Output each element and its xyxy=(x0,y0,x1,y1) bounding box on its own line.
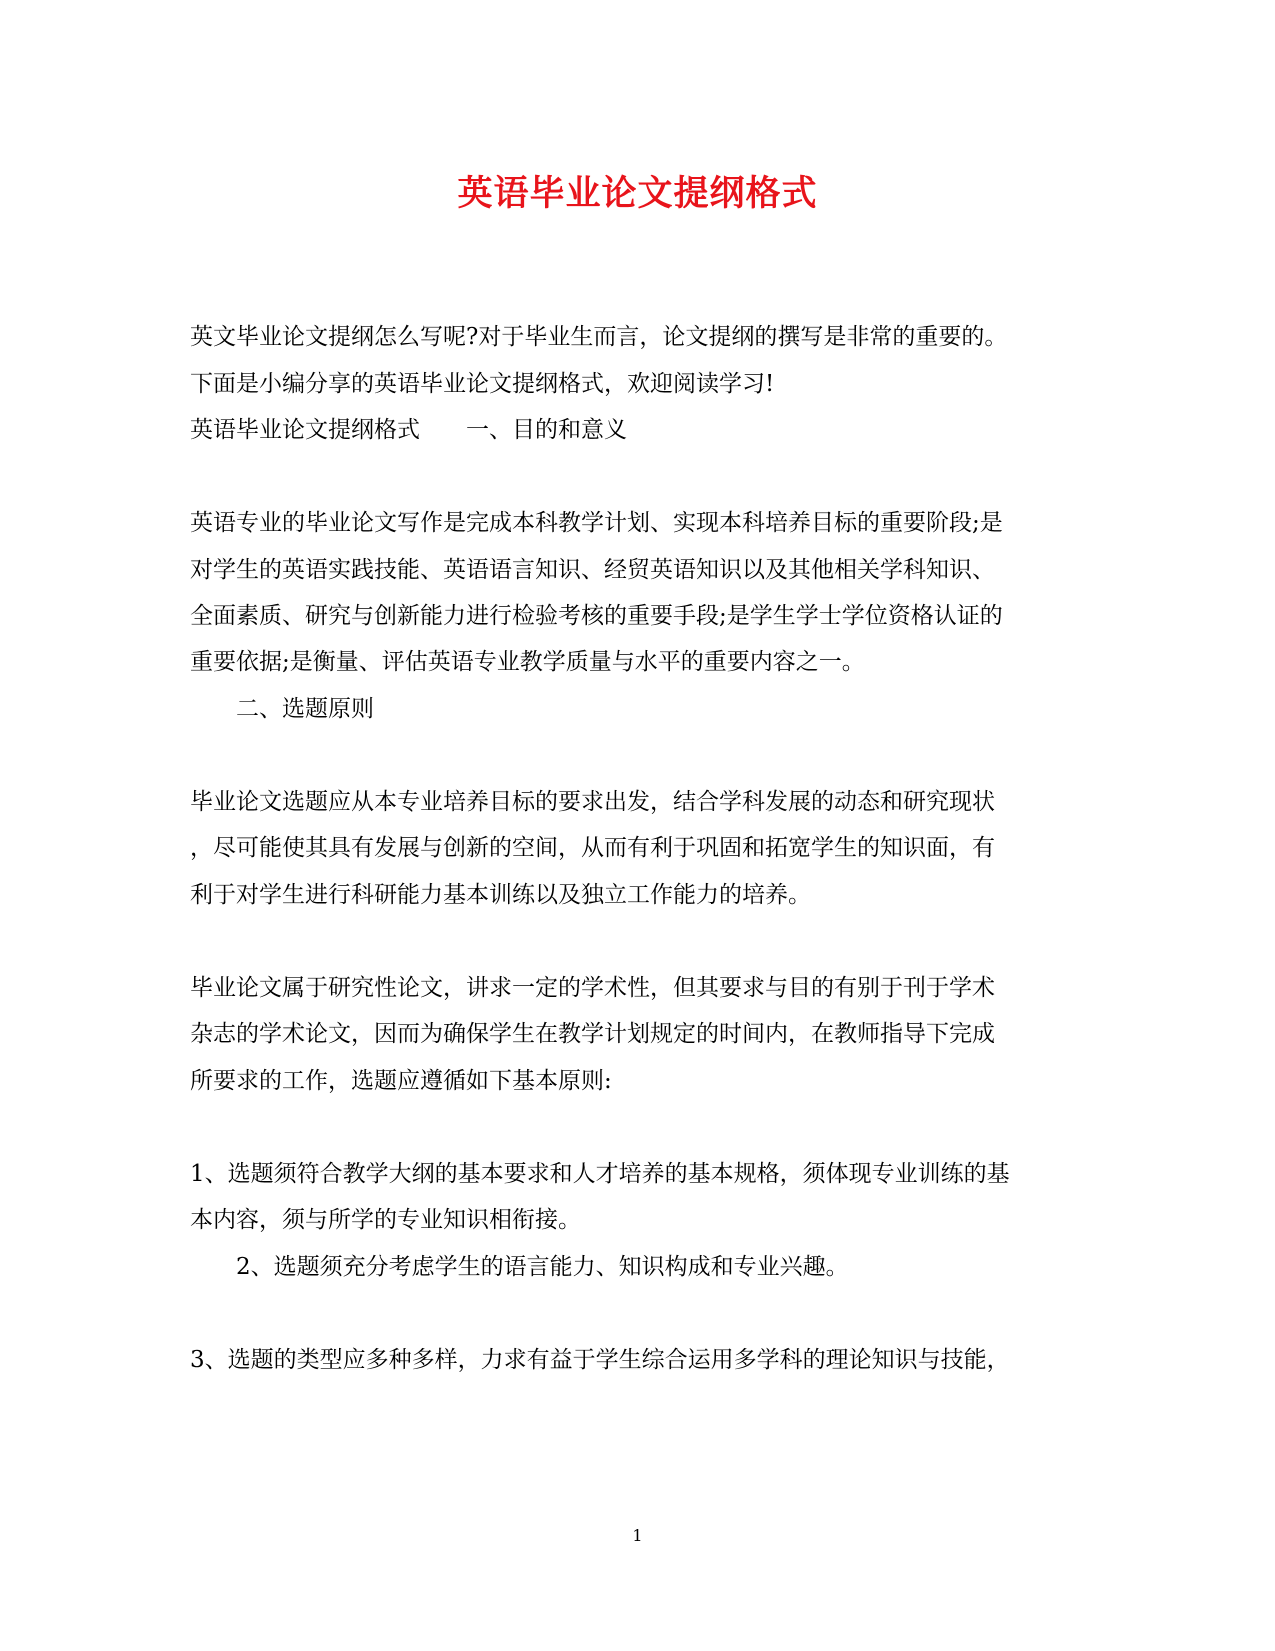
paragraph-line: 英语毕业论文提纲格式 一、目的和意义 xyxy=(190,417,627,443)
paragraph-line: 毕业论文属于研究性论文，讲求一定的学术性，但其要求与目的有别于刊于学术 xyxy=(190,975,995,1001)
list-item-line: 本内容，须与所学的专业知识相衔接。 xyxy=(190,1207,581,1233)
page-number: 1 xyxy=(632,1526,643,1545)
paragraph-line: 毕业论文选题应从本专业培养目标的要求出发，结合学科发展的动态和研究现状 xyxy=(190,789,995,815)
list-item-line: 1、选题须符合教学大纲的基本要求和人才培养的基本规格，须体现专业训练的基 xyxy=(190,1161,1010,1187)
paragraph-line: 对学生的英语实践技能、英语语言知识、经贸英语知识以及其他相关学科知识、 xyxy=(190,557,995,583)
paragraph-line: 所要求的工作，选题应遵循如下基本原则: xyxy=(190,1068,612,1094)
list-item-line: 3、选题的类型应多种多样，力求有益于学生综合运用多学科的理论知识与技能， xyxy=(190,1347,1010,1373)
list-item-line: 2、选题须充分考虑学生的语言能力、知识构成和专业兴趣。 xyxy=(190,1254,849,1280)
document-title: 英语毕业论文提纲格式 xyxy=(457,173,818,214)
paragraph-line: 利于对学生进行科研能力基本训练以及独立工作能力的培养。 xyxy=(190,882,811,908)
paragraph-line: ，尽可能使其具有发展与创新的空间，从而有利于巩固和拓宽学生的知识面，有 xyxy=(190,835,995,861)
paragraph-line: 英文毕业论文提纲怎么写呢?对于毕业生而言，论文提纲的撰写是非常的重要的。 xyxy=(190,324,1008,350)
paragraph-line: 杂志的学术论文，因而为确保学生在教学计划规定的时间内，在教师指导下完成 xyxy=(190,1021,995,1047)
paragraph-line: 重要依据;是衡量、评估英语专业教学质量与水平的重要内容之一。 xyxy=(190,649,865,675)
paragraph-line: 全面素质、研究与创新能力进行检验考核的重要手段;是学生学士学位资格认证的 xyxy=(190,603,1003,629)
paragraph-line: 英语专业的毕业论文写作是完成本科教学计划、实现本科培养目标的重要阶段;是 xyxy=(190,510,1003,536)
paragraph-line: 下面是小编分享的英语毕业论文提纲格式，欢迎阅读学习! xyxy=(190,371,775,397)
section-heading: 二、选题原则 xyxy=(190,696,374,722)
